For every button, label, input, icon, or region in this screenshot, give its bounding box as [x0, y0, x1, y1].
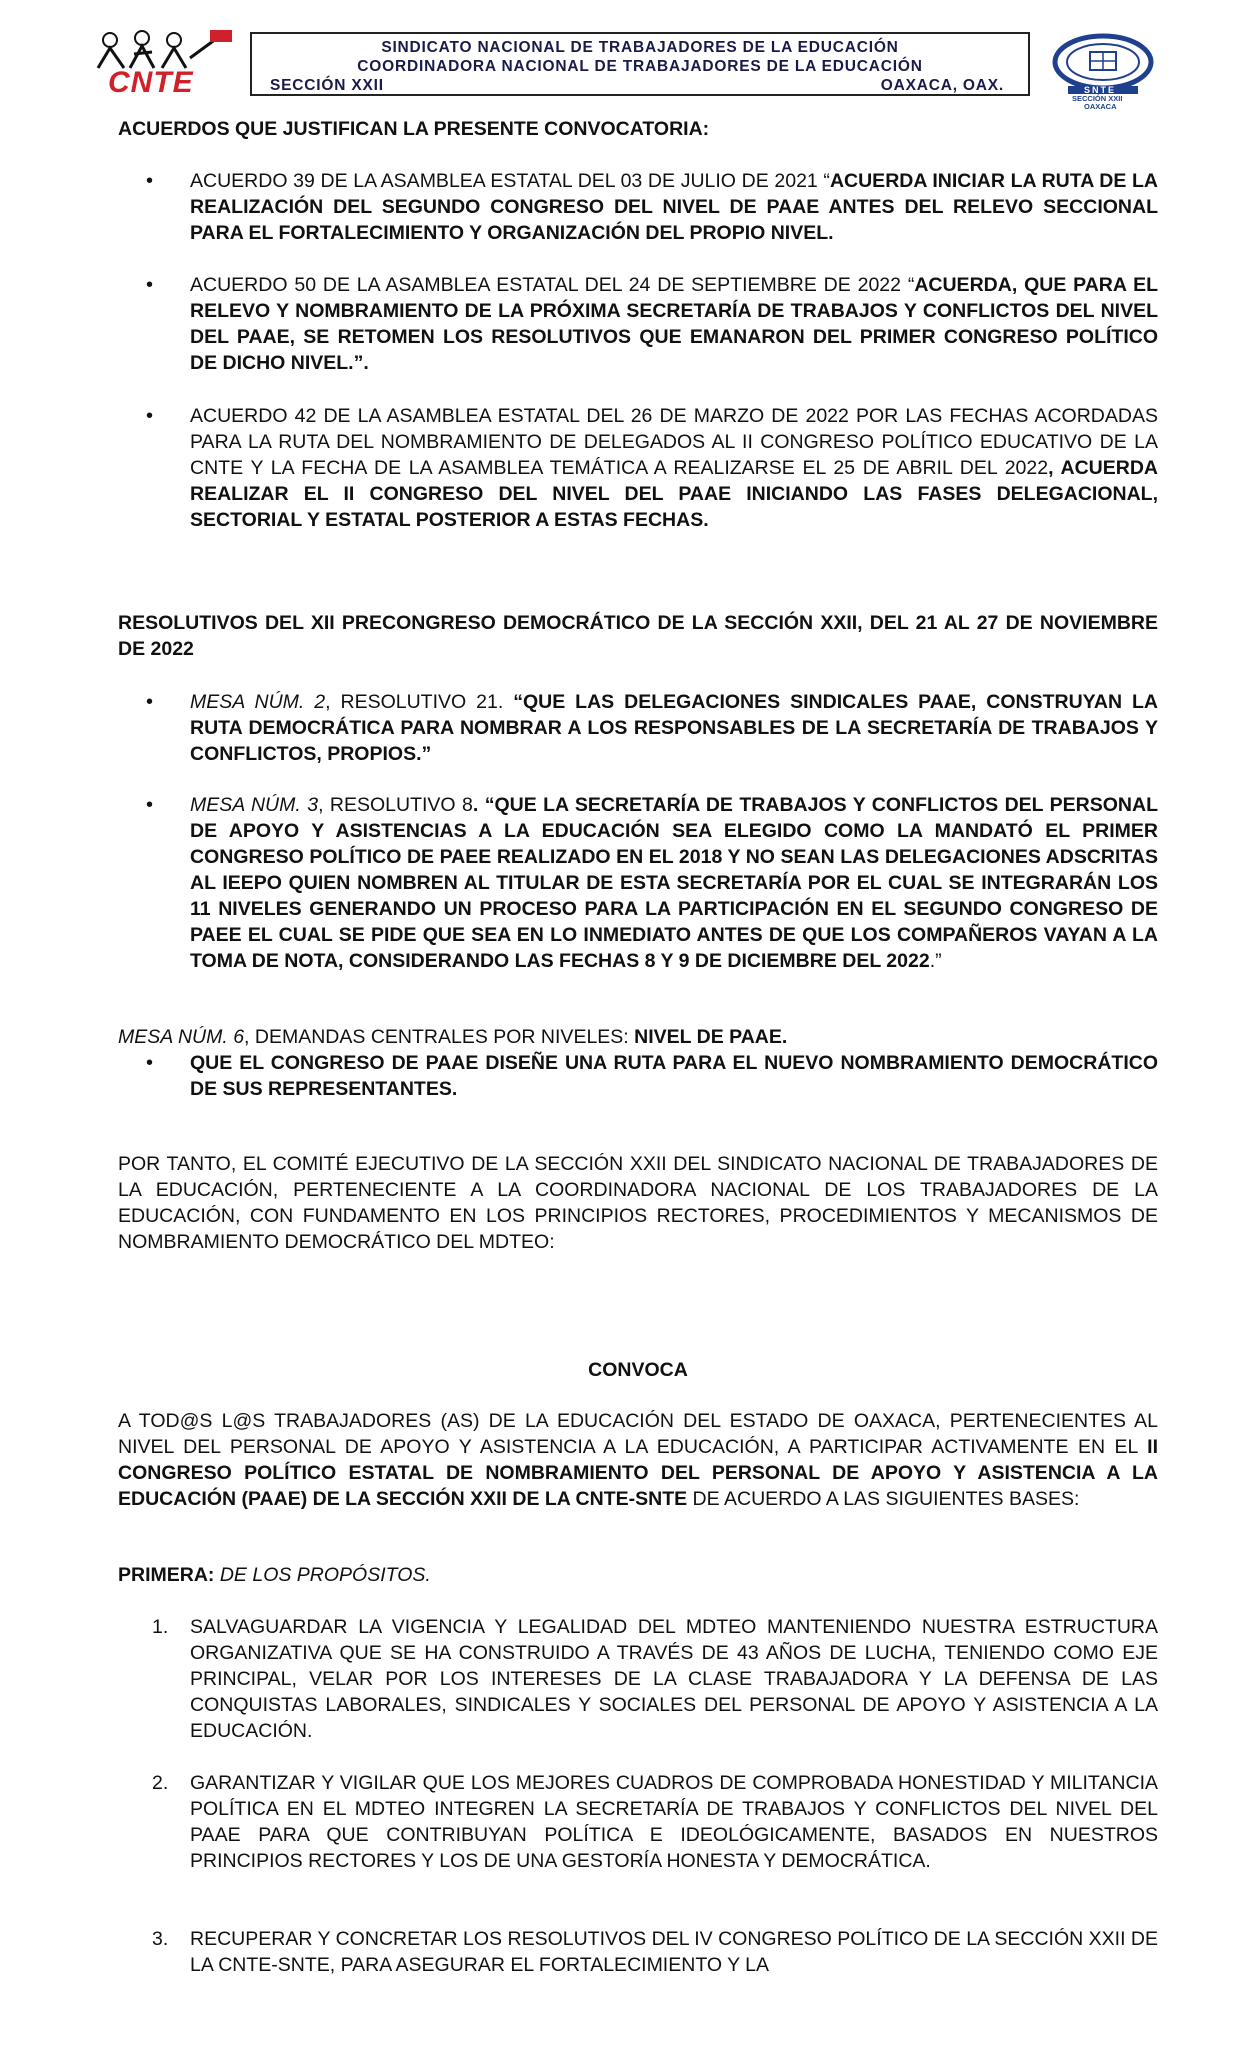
mesa-6-item: QUE EL CONGRESO DE PAAE DISEÑE UNA RUTA PARA EL NUEVO NOMBRAMIENTO DEMOCRÁTICO DE SUS REPRESENTANTES. [190, 1052, 1158, 1100]
bullet-icon: • [146, 274, 154, 296]
acuerdos-heading: ACUERDOS QUE JUSTIFICAN LA PRESENTE CONVOCATORIA: [118, 118, 710, 140]
resolutivo-item [190, 792, 1158, 974]
convoca-paragraph [118, 1408, 1158, 1512]
proposito-item: GARANTIZAR Y VIGILAR QUE LOS MEJORES CUADROS DE COMPROBADA HONESTIDAD Y MILITANCIA POLÍTICA EN EL MDTEO INTEGREN LA SECRETARÍA DE TRABAJOS Y CONFLICTOS DEL NIVEL DEL PAAE PARA QUE CONTRIBUYAN POLÍTICA E IDEOLÓGICAMENTE, BASADOS EN NUESTROS PRINCIPIOS RECTORES Y LOS DE UNA GESTORÍA HONESTA Y DEMOCRÁTICA. [190, 1772, 1158, 1872]
snte-logo-sub1: SECCIÓN XXII [1072, 94, 1123, 103]
mesa-6-text: , DEMANDAS CENTRALES POR NIVELES: [244, 1026, 635, 1048]
resolutivo-text: , RESOLUTIVO 21. [325, 691, 514, 713]
mesa-label: MESA NÚM. 2 [190, 691, 326, 713]
bullet-icon: • [146, 170, 154, 192]
resolutivo-bold-text: . “QUE LA SECRETARÍA DE TRABAJOS Y CONFLICTOS DEL PERSONAL DE APOYO Y ASISTENCIAS A LA EDUCACIÓN SEA ELEGIDO COMO LA MANDATÓ EL PRIMER CONGRESO POLÍTICO DE PAEE REALIZADO EN EL 2018 Y NO SEAN LAS DELEGACIONES ADSCRITAS AL IEEPO QUIEN NOMBREN AL TITULAR DE ESTA SECRETARÍA POR EL CUAL SE INTEGRARÁN LOS 11 NIVELES GENERANDO UN PROCESO PARA LA PARTICIPACIÓN EN EL SEGUNDO CONGRESO DE PAEE EL CUAL SE PIDE QUE SEA EN LO INMEDIATO ANTES DE QUE LOS COMPAÑEROS VAYAN A LA TOMA DE NOTA, CONSIDERANDO LAS FECHAS 8 Y 9 DE DICIEMBRE DEL 2022 [190, 794, 1159, 972]
mesa-6-line [118, 1024, 1158, 1050]
acuerdo-bold-text: ACUERDA, QUE PARA EL RELEVO Y NOMBRAMIENTO DE LA PRÓXIMA SECRETARÍA DE TRABAJOS Y CONFLICTOS DEL NIVEL DEL PAAE, SE RETOMEN LOS RESOLUTIVOS QUE EMANARON DEL PRIMER CONGRESO POLÍTICO DE DICHO NIVEL.”. [190, 274, 1158, 374]
header-section: SECCIÓN XXII [270, 77, 384, 94]
convoca-text: A TOD@S L@S TRABAJADORES (AS) DE LA EDUCACIÓN DEL ESTADO DE OAXACA, PERTENECIENTES AL NIVEL DEL PERSONAL DE APOYO Y ASISTENCIA A LA EDUCACIÓN, A PARTICIPAR ACTIVAMENTE EN EL [118, 1410, 1158, 1458]
proposito-item: SALVAGUARDAR LA VIGENCIA Y LEGALIDAD DEL MDTEO MANTENIENDO NUESTRA ESTRUCTURA ORGANIZATIVA QUE SE HA CONSTRUIDO A TRAVÉS DE 43 AÑOS DE LUCHA, TENIENDO COMO EJE PRINCIPAL, VELAR POR LOS INTERESES DE LA CLASE TRABAJADORA Y LA DEFENSA DE LAS CONQUISTAS LABORALES, SINDICALES Y SOCIALES DEL PERSONAL DE APOYO Y ASISTENCIA A LA EDUCACIÓN. [190, 1616, 1158, 1742]
por-tanto-paragraph: POR TANTO, EL COMITÉ EJECUTIVO DE LA SECCIÓN XXII DEL SINDICATO NACIONAL DE TRABAJADORES DE LA EDUCACIÓN, PERTENECIENTE A LA COORDINADORA NACIONAL DE LOS TRABAJADORES DE LA EDUCACIÓN, CON FUNDAMENTO EN LOS PRINCIPIOS RECTORES, PROCEDIMIENTOS Y MECANISMOS DE NOMBRAMIENTO DEMOCRÁTICO DEL MDTEO: [118, 1153, 1158, 1253]
header-location: OAXACA, OAX. [880, 77, 1004, 94]
acuerdo-bold-text: , ACUERDA REALIZAR EL II CONGRESO DEL NIVEL DEL PAAE INICIANDO LAS FASES DELEGACIONAL, SECTORIAL Y ESTATAL POSTERIOR A ESTAS FECHAS. [190, 457, 1158, 531]
bullet-icon: • [146, 1052, 154, 1074]
primera-label: PRIMERA: [118, 1564, 215, 1586]
mesa-6-bold: NIVEL DE PAAE. [634, 1026, 788, 1048]
proposito-item: RECUPERAR Y CONCRETAR LOS RESOLUTIVOS DEL IV CONGRESO POLÍTICO DE LA SECCIÓN XXII DE LA CNTE-SNTE, PARA ASEGURAR EL FORTALECIMIENTO Y LA [190, 1928, 1159, 1976]
letterhead [90, 28, 1165, 111]
resolutivo-item [190, 689, 1158, 767]
acuerdo-item [190, 272, 1158, 376]
acuerdo-item [190, 403, 1158, 533]
mesa-label: MESA NÚM. 6 [118, 1026, 245, 1048]
acuerdo-item [190, 168, 1158, 246]
cnte-logo-text: CNTE [108, 66, 194, 99]
resolutivo-tail: .” [929, 950, 942, 972]
resolutivo-bold-text: “QUE LAS DELEGACIONES SINDICALES PAAE, CONSTRUYAN LA RUTA DEMOCRÁTICA PARA NOMBRAR A LOS RESPONSABLES DE LA SECRETARÍA DE TRABAJOS Y CONFLICTOS, PROPIOS.” [190, 691, 1158, 765]
bullet-icon: • [146, 405, 154, 427]
resolutivos-heading: RESOLUTIVOS DEL XII PRECONGRESO DEMOCRÁTICO DE LA SECCIÓN XXII, DEL 21 AL 27 DE NOVIEMBRE DE 2022 [118, 612, 1158, 660]
snte-logo-text: SNTE [1084, 85, 1117, 95]
acuerdo-text: ACUERDO 39 DE LA ASAMBLEA ESTATAL DEL 03 DE JULIO DE 2021 “ [190, 170, 830, 192]
acuerdo-text: ACUERDO 42 DE LA ASAMBLEA ESTATAL DEL 26 DE MARZO DE 2022 POR LAS FECHAS ACORDADAS PARA LA RUTA DEL NOMBRAMIENTO DE DELEGADOS AL II CONGRESO POLÍTICO EDUCATIVO DE LA CNTE Y LA FECHA DE LA ASAMBLEA TEMÁTICA A REALIZARSE EL 25 DE ABRIL DEL 2022 [190, 405, 1158, 479]
header-line-2: COORDINADORA NACIONAL DE TRABAJADORES DE LA EDUCACIÓN [357, 58, 923, 75]
header-line-1: SINDICATO NACIONAL DE TRABAJADORES DE LA EDUCACIÓN [381, 39, 899, 56]
snte-logo [1048, 32, 1158, 111]
mesa-label: MESA NÚM. 3 [190, 794, 319, 816]
cnte-logo [90, 28, 240, 98]
bullet-icon: • [146, 794, 154, 816]
convoca-tail: DE ACUERDO A LAS SIGUIENTES BASES: [687, 1488, 1080, 1510]
snte-logo-sub2: OAXACA [1084, 102, 1117, 111]
primera-title: DE LOS PROPÓSITOS. [214, 1564, 431, 1586]
list-number: 1. [152, 1616, 169, 1638]
bullet-icon: • [146, 691, 154, 713]
acuerdo-text: ACUERDO 50 DE LA ASAMBLEA ESTATAL DEL 24 DE SEPTIEMBRE DE 2022 “ [190, 274, 915, 296]
acuerdo-bold-text: ACUERDA INICIAR LA RUTA DE LA REALIZACIÓN DEL SEGUNDO CONGRESO DEL NIVEL DE PAAE ANTES DEL RELEVO SECCIONAL PARA EL FORTALECIMIENTO Y ORGANIZACIÓN DEL PROPIO NIVEL. [190, 170, 1158, 244]
header-title-box [250, 32, 1030, 96]
list-number: 2. [152, 1772, 169, 1794]
convoca-title: CONVOCA [588, 1359, 688, 1381]
primera-heading [118, 1562, 1158, 1588]
list-number: 3. [152, 1928, 169, 1950]
convoca-bold-text: II CONGRESO POLÍTICO ESTATAL DE NOMBRAMIENTO DEL PERSONAL DE APOYO Y ASISTENCIA A LA EDUCACIÓN (PAAE) DE LA SECCIÓN XXII DE LA CNTE-SNTE [118, 1436, 1158, 1510]
resolutivo-text: , RESOLUTIVO 8 [318, 794, 473, 816]
cnte-figures-icon [90, 28, 240, 70]
